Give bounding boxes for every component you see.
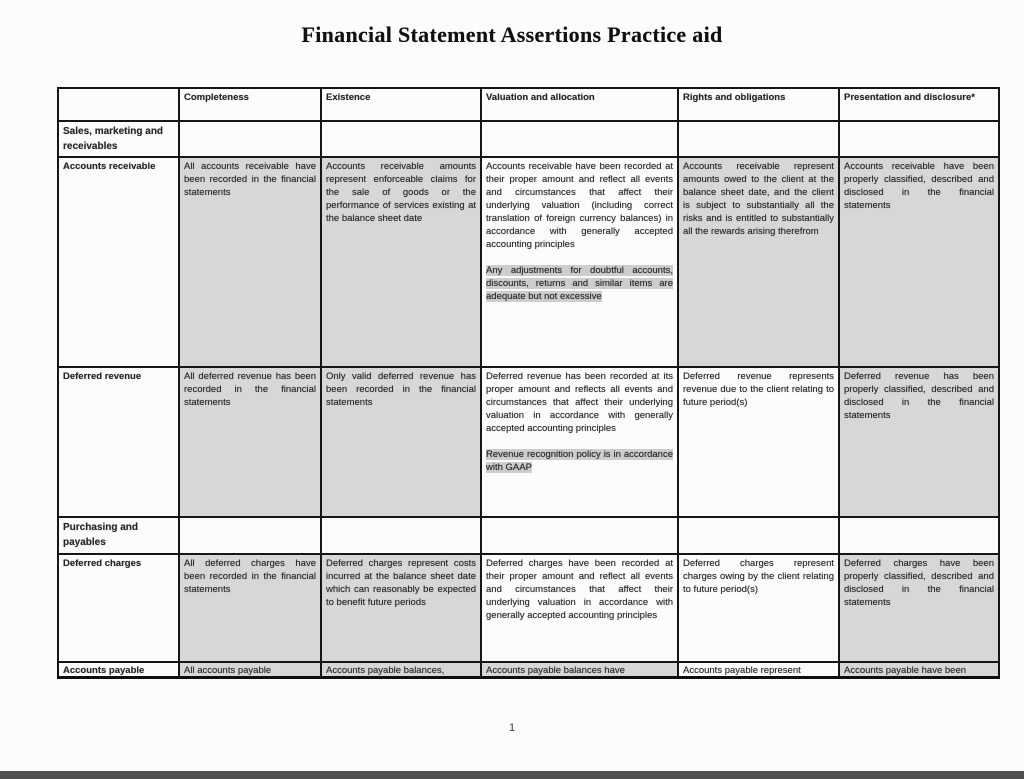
cell-paragraph (486, 264, 673, 303)
section-row (58, 517, 999, 554)
data-cell (678, 367, 839, 517)
row-label-cell (58, 121, 179, 157)
data-cell (481, 662, 678, 678)
cell-paragraph (486, 448, 673, 474)
data-cell (321, 157, 481, 367)
cell-content (184, 664, 316, 676)
cell-paragraph: Deferred revenue has been properly classified, described and disclosed in the financial statements (844, 371, 994, 421)
data-cell (839, 121, 999, 157)
data-cell (678, 554, 839, 662)
cell-content (844, 664, 994, 676)
cell-content (486, 664, 673, 676)
page-number: 1 (508, 722, 516, 734)
data-cell (839, 157, 999, 367)
row-label-cell (58, 157, 179, 367)
header-cell: Valuation and allocation (481, 88, 678, 121)
row-label: Accounts receivable (63, 161, 156, 172)
data-cell (481, 554, 678, 662)
cell-content (683, 370, 834, 409)
table-row (58, 157, 999, 367)
data-cell (321, 517, 481, 554)
data-cell (179, 157, 321, 367)
data-cell (839, 517, 999, 554)
section-row (58, 121, 999, 157)
data-cell (179, 662, 321, 678)
data-cell (481, 517, 678, 554)
cell-content (844, 557, 994, 609)
highlighted-text: Any adjustments for doubtful accounts, discounts, returns and similar items are adequate but not excessive (486, 265, 673, 302)
data-cell (481, 121, 678, 157)
row-label: Sales, marketing and receivables (63, 126, 164, 152)
cell-paragraph: Deferred charges have been properly classified, described and disclosed in the financial statements (844, 558, 994, 608)
data-cell (839, 367, 999, 517)
data-cell (839, 554, 999, 662)
highlighted-text: Revenue recognition policy is in accordance with GAAP (486, 449, 673, 473)
cell-paragraph: Deferred charges have been recorded at their proper amount and reflect all events and circumstances that affect their underlying valuation in accordance with generally accepted accounting principles (486, 558, 673, 621)
cell-content (486, 160, 673, 303)
data-cell (481, 157, 678, 367)
data-cell (678, 517, 839, 554)
row-label: Deferred revenue (63, 371, 142, 382)
row-label-cell (58, 662, 179, 678)
data-cell (678, 662, 839, 678)
data-cell (179, 517, 321, 554)
data-cell (321, 121, 481, 157)
cell-content (184, 370, 316, 409)
row-label: Deferred charges (63, 558, 142, 569)
row-label-cell (58, 554, 179, 662)
cell-content (184, 557, 316, 596)
cell-content (486, 557, 673, 622)
row-label-cell (58, 517, 179, 554)
data-cell (179, 121, 321, 157)
header-cell: Presentation and disclosure* (839, 88, 999, 121)
data-cell (678, 157, 839, 367)
page-title: Financial Statement Assertions Practice aid (301, 22, 723, 47)
cell-paragraph: All deferred charges have been recorded in the financial statements (184, 558, 316, 595)
table-row (58, 662, 999, 678)
corner-cell (58, 88, 179, 121)
cell-paragraph: Deferred charges represent costs incurred at the balance sheet date which can reasonably be expected to benefit future periods (326, 558, 476, 608)
data-cell (321, 367, 481, 517)
cell-paragraph: Deferred revenue has been recorded at its proper amount and reflects all events and circumstances that affect their underlying valuation in accordance with generally accepted accounting principles (486, 371, 673, 434)
cell-content (326, 557, 476, 609)
table-row (58, 367, 999, 517)
cell-paragraph: Accounts receivable have been properly classified, described and disclosed in the financial statements (844, 161, 994, 211)
cell-paragraph: Accounts payable balances have (486, 665, 625, 676)
table-row (58, 554, 999, 662)
cell-content (326, 664, 476, 676)
cell-content (326, 370, 476, 409)
table-body (58, 121, 999, 678)
data-cell (481, 367, 678, 517)
cell-paragraph: Accounts receivable amounts represent enforceable claims for the sale of goods or the performance of services existing at the balance sheet date (326, 161, 476, 224)
assertions-table-wrap (57, 87, 998, 679)
header-row (58, 88, 999, 121)
cell-paragraph: All deferred revenue has been recorded in the financial statements (184, 371, 316, 408)
cell-paragraph: Accounts payable represent (683, 665, 801, 676)
cell-content (486, 370, 673, 474)
row-label: Purchasing and payables (63, 522, 139, 548)
data-cell (321, 662, 481, 678)
bottom-edge-band (0, 771, 1024, 779)
data-cell (839, 662, 999, 678)
table-header (58, 88, 999, 121)
cell-paragraph: Only valid deferred revenue has been recorded in the financial statements (326, 371, 476, 408)
cell-content (184, 160, 316, 199)
cell-paragraph: Accounts receivable represent amounts owed to the client at the balance sheet date, and the client is subject to substantially all the risks and is entitled to substantially all the rewards arising therefrom (683, 161, 834, 237)
cell-content (683, 664, 834, 676)
data-cell (179, 367, 321, 517)
data-cell (179, 554, 321, 662)
assertions-table (57, 87, 1000, 679)
cell-content (326, 160, 476, 225)
cell-content (683, 160, 834, 238)
cell-paragraph: All accounts receivable have been recorded in the financial statements (184, 161, 316, 198)
cell-paragraph: Deferred revenue represents revenue due to the client relating to future period(s) (683, 371, 834, 408)
row-label-cell (58, 367, 179, 517)
header-cell: Rights and obligations (678, 88, 839, 121)
cell-paragraph: Accounts payable have been (844, 665, 967, 676)
cell-paragraph: Deferred charges represent charges owing by the client relating to future period(s) (683, 558, 834, 595)
header-cell: Completeness (179, 88, 321, 121)
cell-content (844, 160, 994, 212)
cell-content (844, 370, 994, 422)
cell-paragraph: All accounts payable (184, 665, 272, 676)
cell-content (683, 557, 834, 596)
cell-paragraph: Accounts payable balances, (326, 665, 445, 676)
data-cell (321, 554, 481, 662)
data-cell (678, 121, 839, 157)
cell-paragraph: Accounts receivable have been recorded at their proper amount and reflect all events and circumstances that affect their underlying valuation (including correct translation of foreign currency balances) in accordance with generally accepted accounting principles (486, 161, 673, 250)
header-cell: Existence (321, 88, 481, 121)
row-label: Accounts payable (63, 665, 145, 676)
